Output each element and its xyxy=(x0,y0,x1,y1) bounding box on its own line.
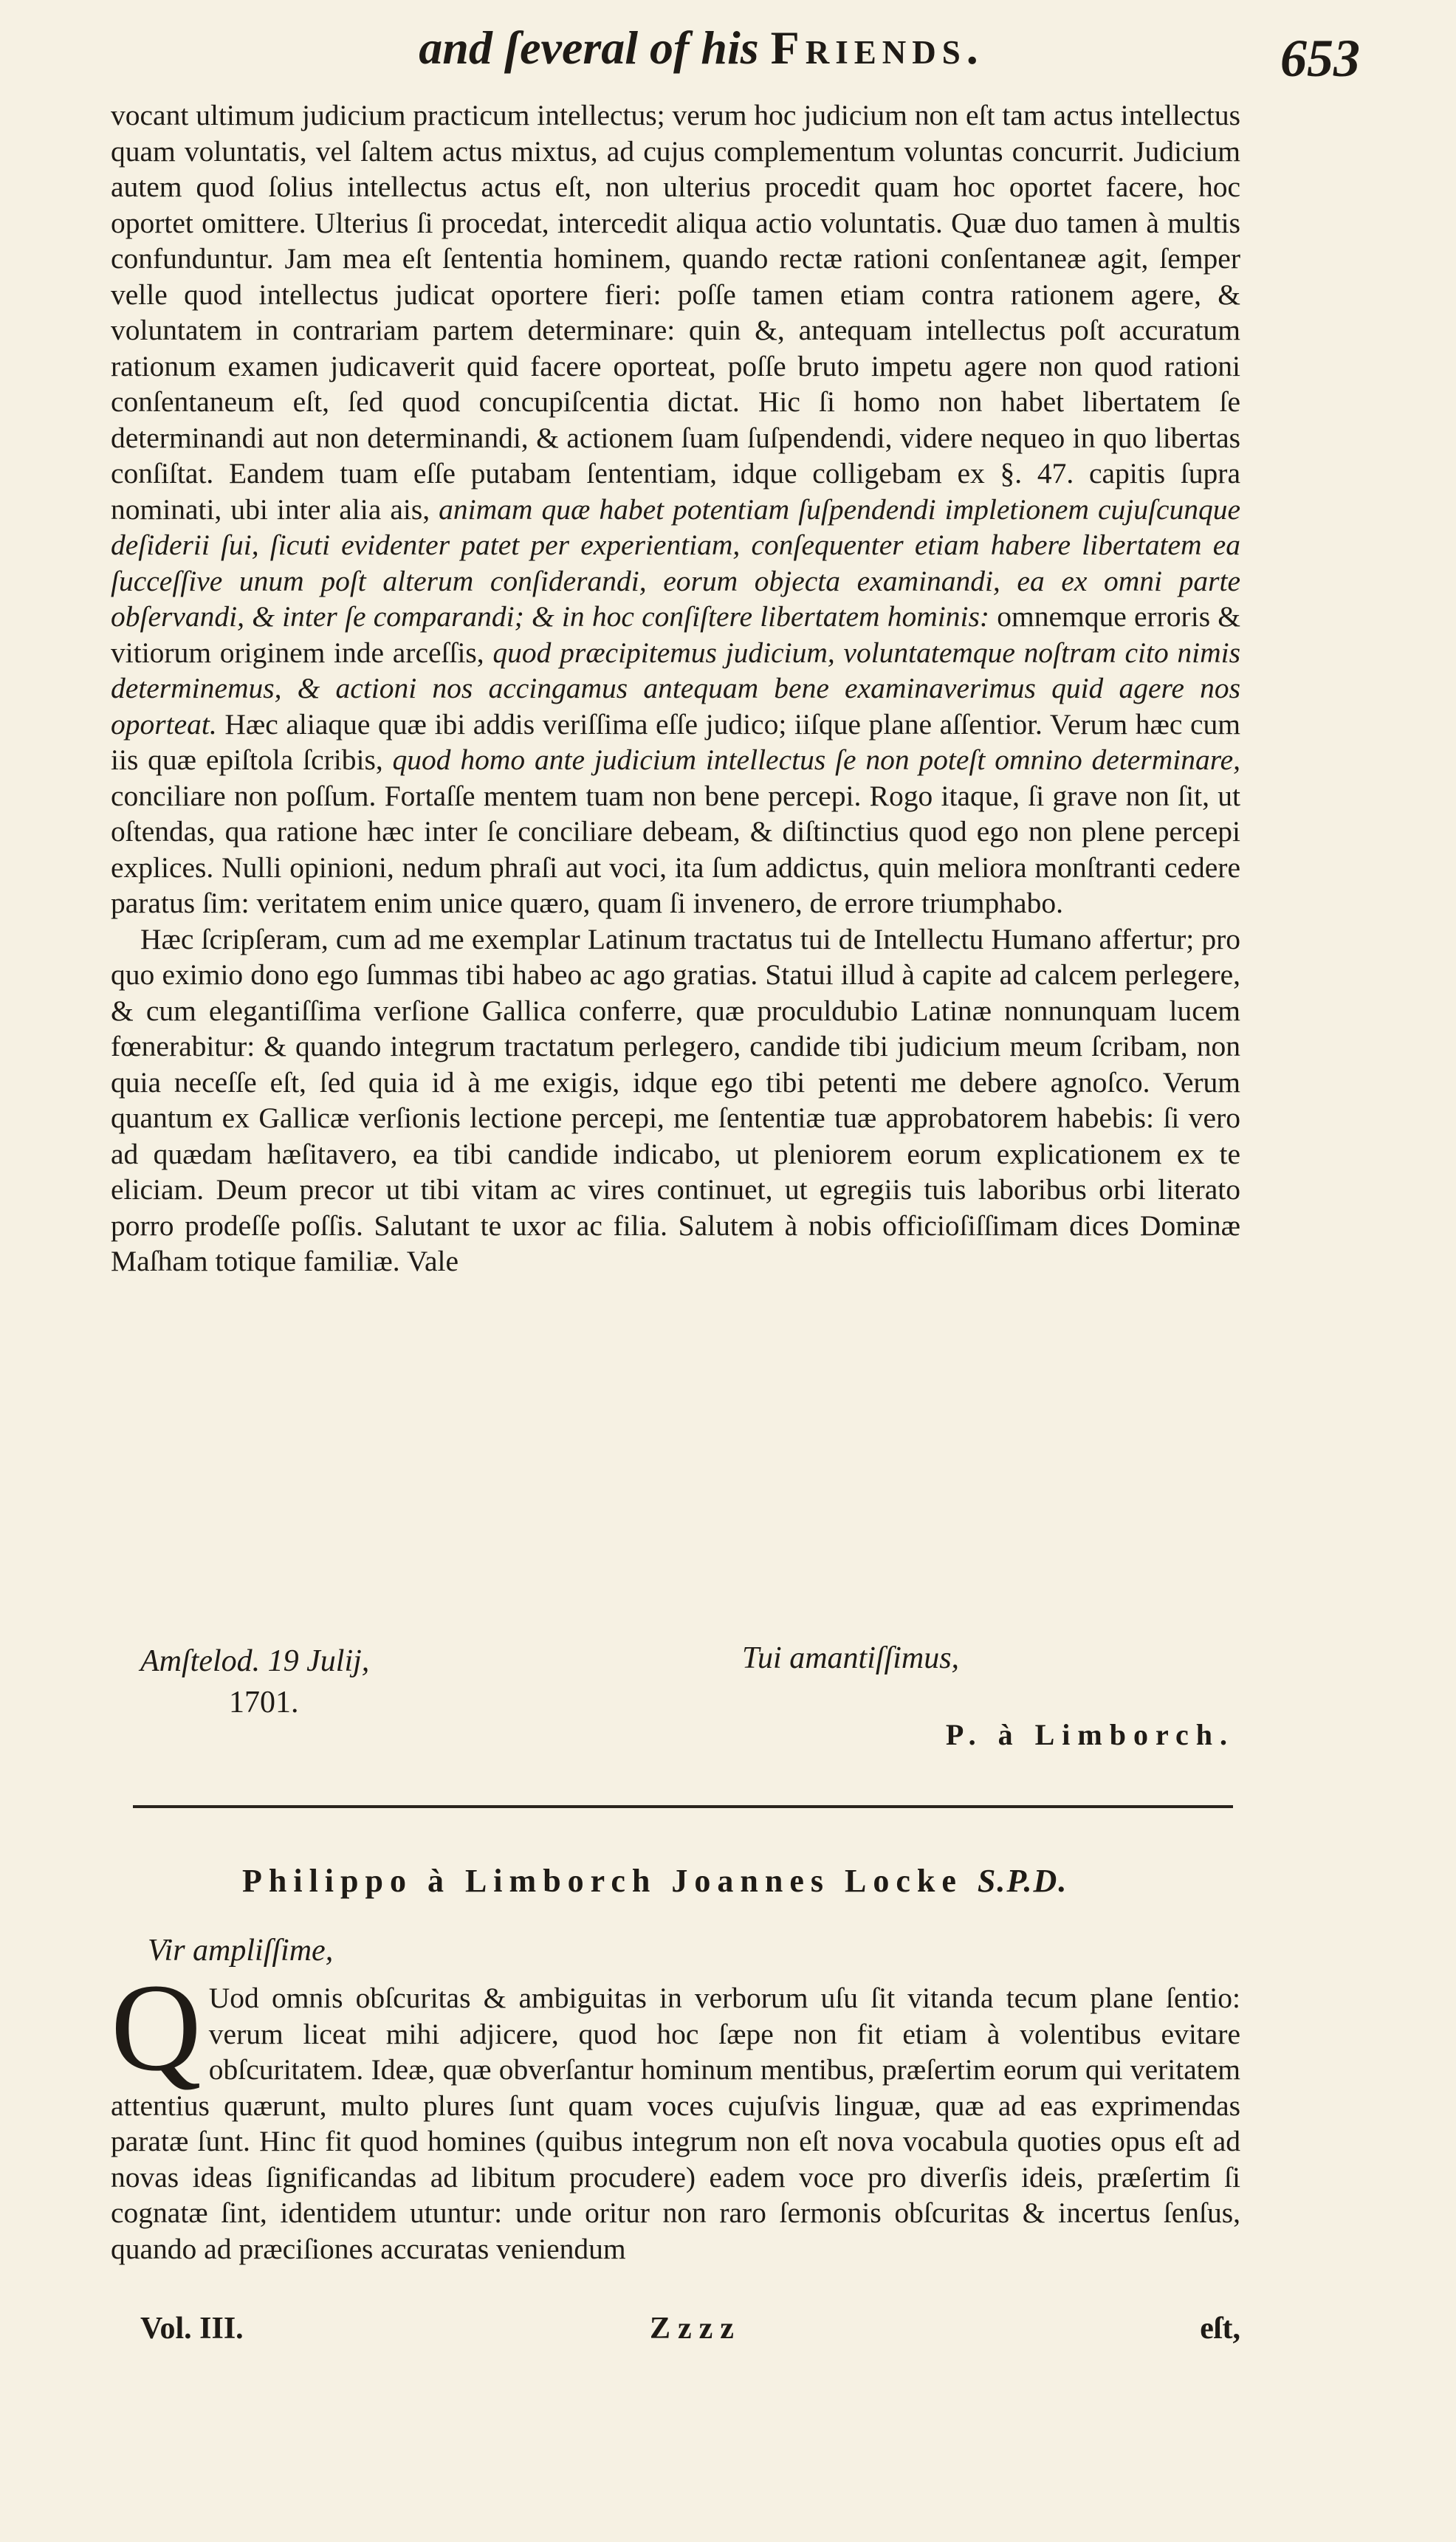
closing-formula: Tui amantiſſimus, xyxy=(742,1641,960,1675)
letter-heading xyxy=(242,1862,1202,1900)
heading-spd: S.P.D. xyxy=(977,1863,1068,1899)
quoted-passage: animam quæ habet potentiam ſuſpendendi impletionem cujuſcunque deſiderii ſui, ſicuti evidenter patet per experientiam, conſequenter etiam habere libertatem ea ſucceſſive unum poſt alterum conſiderandi, eorum objecta examinandi, ea ex omni parte obſervandi, & inter ſe comparandi; & in hoc conſiſtere libertatem hominis: xyxy=(111,492,1240,633)
year: 1701. xyxy=(229,1686,299,1720)
volume-label: Vol. III. xyxy=(140,2312,244,2346)
drop-cap-initial: Q xyxy=(111,1958,202,2097)
running-head-italic: and ſeveral of his xyxy=(419,21,759,74)
locke-letter-text: Uod omnis obſcuritas & ambiguitas in verborum uſu ſit vitanda tecum plane ſentio: verum liceat mihi adjicere, quod hoc ſæpe non fit etiam à volentibus evitare obſcuritatem. Ideæ, quæ obverſantur hominum mentibus, præſertim eorum qui veritatem attentius quærunt, multo plures ſunt quam voces cujuſvis linguæ, quæ ad eas exprimendas paratæ ſunt. Hinc fit quod homines (quibus integrum non eſt nova vocabula quoties opus eſt ad novas ideas ſignificandas ad libitum procudere) eadem voce pro diverſis ideis, præſertim ſi cognatæ ſint, identidem utuntur: unde oritur non raro ſermonis obſcuritas & incertus ſenſus, quando ad præciſiones accuratas veniendum xyxy=(111,1982,1240,2265)
text-run: conciliare non poſſum. Fortaſſe mentem tuam non bene percepi. Rogo itaque, ſi grave non ſit, ut oſtendas, qua ratione hæc inter ſe conciliare debeam, & diſtinctius quod ego non plene percepi explices. Nulli opinioni, nedum phraſi aut voci, ita ſum addictus, quin meliora monſtranti cedere paratus ſim: veritatem enim unice quæro, quam ſi invenero, de errore triumphabo. xyxy=(111,779,1240,919)
place-date: Amſtelod. 19 Julij, xyxy=(140,1644,370,1678)
text-run: omnemque erroris & vitiorum originem inde arceſſis, xyxy=(111,600,1240,669)
page-number: 653 xyxy=(1280,29,1360,88)
text-run: Hæc aliaque quæ ibi addis veriſſima eſſe judico; iiſque plane aſſentior. Verum hæc cum iis quæ epiſtola ſcribis, xyxy=(111,707,1240,776)
running-head xyxy=(325,21,1078,75)
running-head-caps: Friends. xyxy=(770,21,984,74)
signature-limborch: P. à Limborch. xyxy=(945,1718,1234,1751)
paragraph-thanks-for-treatise: Hæc ſcripſeram, cum ad me exemplar Latinum tractatus tui de Intellectu Humano affertur; pro quo eximio dono ego ſummas tibi habeo ac ago gratias. Statui illud à capite ad calcem perlegere, & cum elegantiſſima verſione Gallica conferre, quæ proculdubio Latinæ nonnunquam lucem fœnerabitur: & quando integrum tractatum perlegero, candide tibi judicium meum ſcribam, non quia neceſſe eſt, ſed quia id à me exigis, idque ego tibi petenti me debere agnoſco. Verum quantum ex Gallicæ verſionis lectione percepi, me ſententiæ tuæ approbatorem habebis: ſi vero ad quædam hæſitavero, ea tibi candide indicabo, ut pleniorem eorum explicationem ex te eliciam. Deum precor ut tibi vitam ac vires continuet, ut egregiis tuis laboribus orbi literato porro prodeſſe poſſis. Salutant te uxor ac filia. Salutem à nobis officioſiſſimam dices Dominæ Maſham totique familiæ. Vale xyxy=(111,922,1240,1277)
quoted-passage: quod præcipitemus judicium, voluntatemque noſtram cito nimis determinemus, & actioni nos accingamus antequam bene examinaverimus quid agere nos oporteat. xyxy=(111,636,1240,741)
letter-continuation xyxy=(111,97,1240,1279)
locke-letter-body xyxy=(111,1958,1240,2267)
section-divider-rule xyxy=(133,1805,1233,1808)
signature-mark: Zzzz xyxy=(650,2312,741,2346)
salutation: Vir ampliſſime, xyxy=(148,1934,334,1968)
quoted-passage: quod homo ante judicium intellectus ſe non poteſt omnino determinare, xyxy=(392,743,1241,776)
paragraph-freedom-of-will xyxy=(111,97,1240,921)
place-and-date xyxy=(140,1641,369,1723)
text-run: vocant ultimum judicium practicum intellectus; verum hoc judicium non eſt tam actus intellectus quam voluntatis, vel ſaltem actus mixtus, ad cujus complementum voluntas concurrit. Judicium autem quod ſolius intellectus actus eſt, non ulterius procedit quam hoc oportet facere, hoc oportet omittere. Ulterius ſi procedat, intercedit aliqua actio voluntatis. Quæ duo tamen à multis confunduntur. Jam mea eſt ſententia hominem, quando rectæ rationi conſentaneæ agit, ſemper velle quod intellectus judicat oportere fieri: poſſe tamen etiam contra rationem agere, & voluntatem in contrariam partem determinare: quin &, antequam intellectus poſt accuratum rationum examen judicaverit quid facere oporteat, poſſe bruto impetu agere non quod rationi conſentaneum eſt, ſed quod concupiſcentia dictat. Hic ſi homo non habet libertatem ſe determinandi aut non determinandi, & actionem ſuam ſuſpendendi, videre nequeo in quo libertas conſiſtat. Eandem tuam eſſe putabam ſententiam, idque colligebam ex §. 47. capitis ſupra nominati, ubi inter alia ais, xyxy=(111,99,1240,526)
heading-names: Philippo à Limborch Joannes Locke xyxy=(242,1863,963,1899)
catchword: eſt, xyxy=(1200,2312,1240,2346)
